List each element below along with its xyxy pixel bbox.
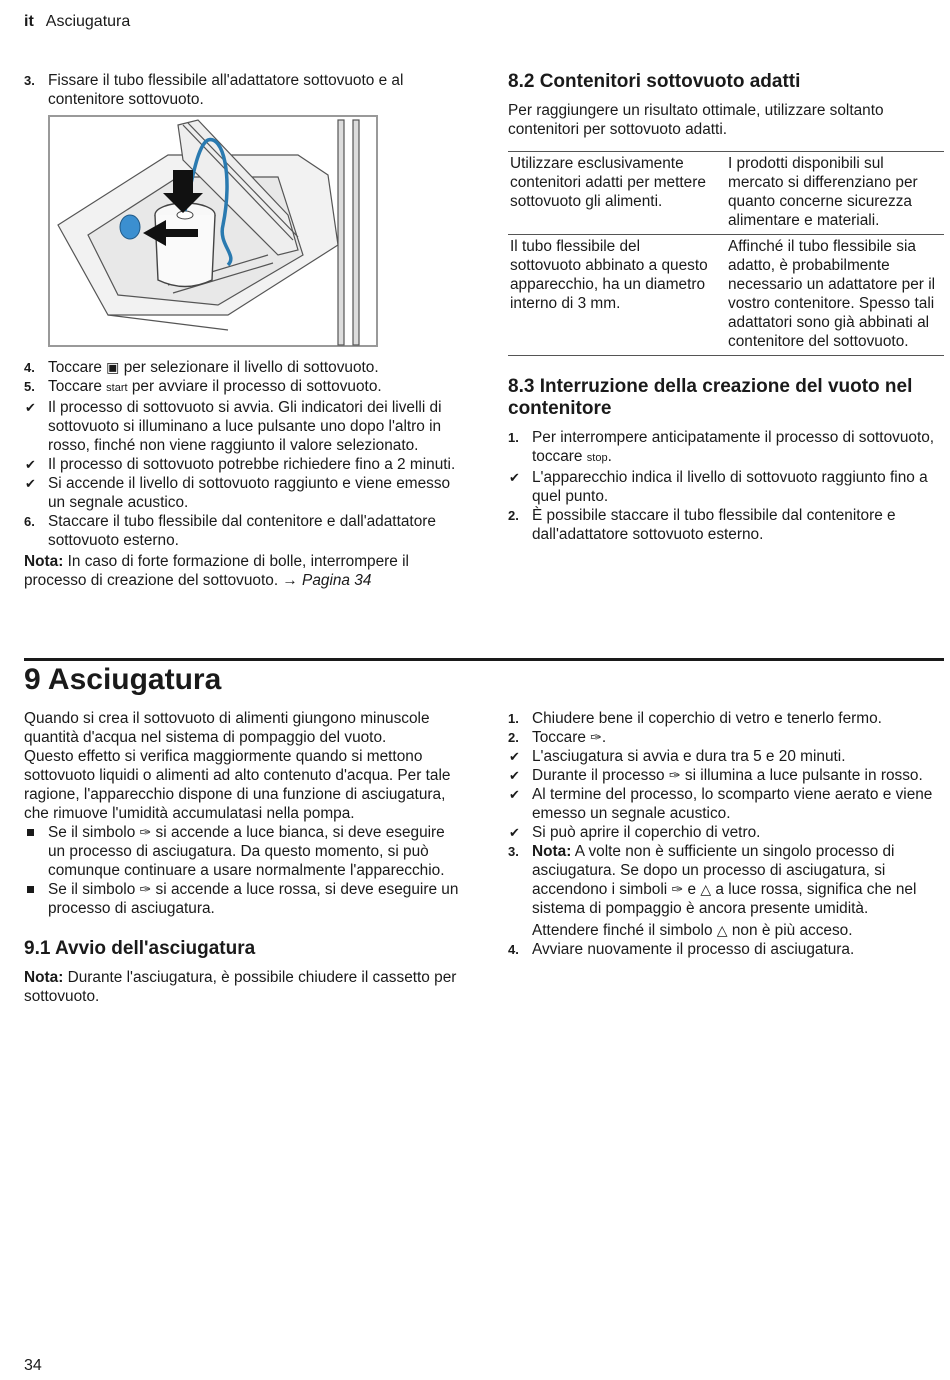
step-text: Avviare nuovamente il processo di asciugatura. bbox=[532, 941, 855, 958]
result-4 bbox=[508, 823, 944, 842]
drying-icon: ✑ bbox=[590, 729, 602, 745]
result-3 bbox=[508, 785, 944, 823]
step-6 bbox=[24, 512, 460, 550]
bullet-text: si accende a luce rossa, si deve eseguire un processo di asciugatura. bbox=[48, 881, 459, 917]
step-text: . bbox=[601, 729, 607, 746]
step-text: per avviare il processo di sottovuoto. bbox=[131, 378, 382, 395]
step-3-wait bbox=[508, 921, 944, 940]
language-code: it bbox=[24, 13, 34, 30]
check-icon: ✔ bbox=[509, 749, 520, 764]
step-number: 4. bbox=[508, 942, 519, 957]
step-2 bbox=[508, 728, 944, 747]
table-cell: Affinché il tubo flessibile sia adatto, è probabilmente necessario un adattatore per il vostro contenitore. Spesso tali adattatori sono già abbinati al contenitore del sottovuoto. bbox=[728, 238, 936, 350]
note-label: Nota: bbox=[532, 843, 572, 860]
right-column-top bbox=[508, 71, 944, 544]
result-1 bbox=[24, 398, 460, 455]
result-2 bbox=[24, 455, 460, 474]
step-text: Toccare bbox=[48, 359, 102, 376]
container-table bbox=[508, 151, 944, 356]
page-header bbox=[24, 12, 130, 31]
result-1 bbox=[508, 747, 944, 766]
chapter-title: 9 Asciugatura bbox=[24, 663, 222, 696]
left-column-top bbox=[24, 71, 460, 109]
stop-icon: stop bbox=[586, 452, 608, 464]
step-number: 4. bbox=[24, 360, 35, 375]
chapter-divider bbox=[24, 658, 944, 661]
table-cell: Il tubo flessibile del sottovuoto abbinato a questo apparecchio, ha un diametro interno di 3 mm. bbox=[510, 238, 708, 312]
step-text: non è più acceso. bbox=[731, 922, 853, 939]
bullet-text: Se il simbolo bbox=[48, 824, 136, 841]
section-8-3-heading: 8.3 Interruzione della creazione del vuoto nel contenitore bbox=[508, 376, 913, 419]
drying-icon: ✑ bbox=[671, 881, 684, 897]
check-icon: ✔ bbox=[25, 476, 36, 491]
step-text: Staccare il tubo flessibile dal contenitore e dall'adattatore sottovuoto esterno. bbox=[48, 513, 436, 549]
check-icon: ✔ bbox=[25, 400, 36, 415]
section-9-1-heading: 9.1 Avvio dell'asciugatura bbox=[24, 938, 256, 959]
chapter-intro-2: Questo effetto si verifica maggiormente quando si mettono sottovuoto liquidi o alimenti ad alto contenuto d'acqua. Per tale ragione, l'apparecchio dispone di una funzione di asciugatura, che rimuove l'umidità accumulatasi nella pompa. bbox=[24, 748, 451, 822]
step-text: . bbox=[607, 448, 612, 465]
vacuum-drawer-illustration bbox=[48, 115, 378, 347]
step-number: 2. bbox=[508, 508, 519, 523]
step-text: a luce rossa, significa che nel sistema di pompaggio è ancora presente umidità. bbox=[532, 881, 917, 917]
note-text: In caso di forte formazione di bolle, interrompere il processo di creazione del sottovuoto. bbox=[24, 553, 409, 589]
check-icon: ✔ bbox=[509, 768, 520, 783]
step-text: e bbox=[687, 881, 697, 898]
warning-icon: △ bbox=[700, 881, 712, 897]
warning-icon: △ bbox=[716, 922, 728, 938]
check-icon: ✔ bbox=[509, 787, 520, 802]
step-text: Per interrompere anticipatamente il processo di sottovuoto, toccare bbox=[532, 429, 935, 465]
step-text: Toccare bbox=[48, 378, 102, 395]
result-text: Si può aprire il coperchio di vetro. bbox=[532, 824, 761, 841]
table-cell: Utilizzare esclusivamente contenitori adatti per mettere sottovuoto gli alimenti. bbox=[510, 155, 706, 210]
bullet-2 bbox=[24, 880, 460, 918]
result-text: Il processo di sottovuoto si avvia. Gli indicatori dei livelli di sottovuoto si illuminano a luce pulsante uno dopo l'altro in rosso, finché non viene raggiunto il valore selezionato. bbox=[48, 399, 442, 454]
result-text: Durante il processo bbox=[532, 767, 665, 784]
result-text: L'asciugatura si avvia e dura tra 5 e 20 minuti. bbox=[532, 748, 846, 765]
section-8-2-intro: Per raggiungere un risultato ottimale, utilizzare soltanto contenitori per sottovuoto adatti. bbox=[508, 102, 884, 138]
note bbox=[24, 552, 460, 590]
note-label: Nota: bbox=[24, 969, 64, 986]
drying-icon: ✑ bbox=[139, 881, 152, 897]
step-text: A volte non è sufficiente un singolo processo di asciugatura. Se dopo un processo di asciugatura, si accendono i simboli bbox=[532, 843, 895, 898]
step-number: 3. bbox=[508, 844, 519, 859]
chapter-intro-1: Quando si crea il sottovuoto di alimenti giungono minuscole quantità d'acqua nel sistema di pompaggio del vuoto. bbox=[24, 710, 430, 746]
header-title: Asciugatura bbox=[45, 13, 131, 30]
result-text: si illumina a luce pulsante in rosso. bbox=[684, 767, 923, 784]
bullet-text: si accende a luce bianca, si deve eseguire un processo di asciugatura. Da questo momento, si può comunque continuare a usare normalmente l'apparecchio. bbox=[48, 824, 445, 879]
bullet-1 bbox=[24, 823, 460, 880]
bullet-marker bbox=[27, 886, 34, 893]
result-text: Il processo di sottovuoto potrebbe richiedere fino a 2 minuti. bbox=[48, 456, 456, 473]
step-number: 1. bbox=[508, 430, 519, 445]
note-text: Durante l'asciugatura, è possibile chiudere il cassetto per sottovuoto. bbox=[24, 969, 457, 1005]
drying-icon: ✑ bbox=[139, 824, 152, 840]
result-text: Si accende il livello di sottovuoto raggiunto e viene emesso un segnale acustico. bbox=[48, 475, 451, 511]
page-reference-link[interactable]: → Pagina 34 bbox=[282, 572, 372, 589]
check-icon: ✔ bbox=[25, 457, 36, 472]
step-5 bbox=[24, 377, 460, 398]
step-text: Toccare bbox=[532, 729, 586, 746]
note-label: Nota: bbox=[24, 553, 64, 570]
step-text: È possibile staccare il tubo flessibile dal contenitore e dall'adattatore sottovuoto esterno. bbox=[532, 507, 896, 543]
step-number: 1. bbox=[508, 711, 519, 726]
vacuum-level-icon: ▣ bbox=[106, 359, 120, 375]
step-1 bbox=[508, 709, 944, 728]
step-text: Fissare il tubo flessibile all'adattatore sottovuoto e al contenitore sottovuoto. bbox=[48, 72, 404, 108]
table-row bbox=[508, 235, 944, 356]
check-icon: ✔ bbox=[509, 825, 520, 840]
section-8-2-heading: 8.2 Contenitori sottovuoto adatti bbox=[508, 71, 801, 92]
step-3 bbox=[24, 71, 460, 109]
step-2 bbox=[508, 506, 944, 544]
result-text: L'apparecchio indica il livello di sottovuoto raggiunto fino a quel punto. bbox=[532, 469, 928, 505]
note bbox=[24, 968, 460, 1006]
step-text: per selezionare il livello di sottovuoto. bbox=[123, 359, 379, 376]
step-4 bbox=[24, 358, 460, 377]
bullet-marker bbox=[27, 829, 34, 836]
step-text: Attendere finché il simbolo bbox=[532, 922, 713, 939]
step-1 bbox=[508, 428, 944, 468]
table-row bbox=[508, 152, 944, 235]
check-icon: ✔ bbox=[509, 470, 520, 485]
step-text: Chiudere bene il coperchio di vetro e tenerlo fermo. bbox=[532, 710, 882, 727]
result-text: Al termine del processo, lo scomparto viene aerato e viene emesso un segnale acustico. bbox=[532, 786, 933, 822]
step-number: 5. bbox=[24, 379, 35, 394]
result-1 bbox=[508, 468, 944, 506]
result-2 bbox=[508, 766, 944, 785]
chapter-left-column bbox=[24, 709, 460, 1006]
table-cell: I prodotti disponibili sul mercato si differenziano per quanto concerne sicurezza alimentare e materiali. bbox=[728, 155, 918, 229]
step-4 bbox=[508, 940, 944, 959]
result-3 bbox=[24, 474, 460, 512]
step-3 bbox=[508, 842, 944, 918]
drying-icon: ✑ bbox=[668, 767, 681, 783]
step-number: 6. bbox=[24, 514, 35, 529]
left-column-steps bbox=[24, 358, 460, 590]
step-number: 3. bbox=[24, 73, 35, 88]
chapter-right-column bbox=[508, 709, 944, 959]
bullet-text: Se il simbolo bbox=[48, 881, 136, 898]
step-number: 2. bbox=[508, 730, 519, 745]
page-number: 34 bbox=[24, 1357, 42, 1374]
start-icon: start bbox=[106, 382, 128, 394]
